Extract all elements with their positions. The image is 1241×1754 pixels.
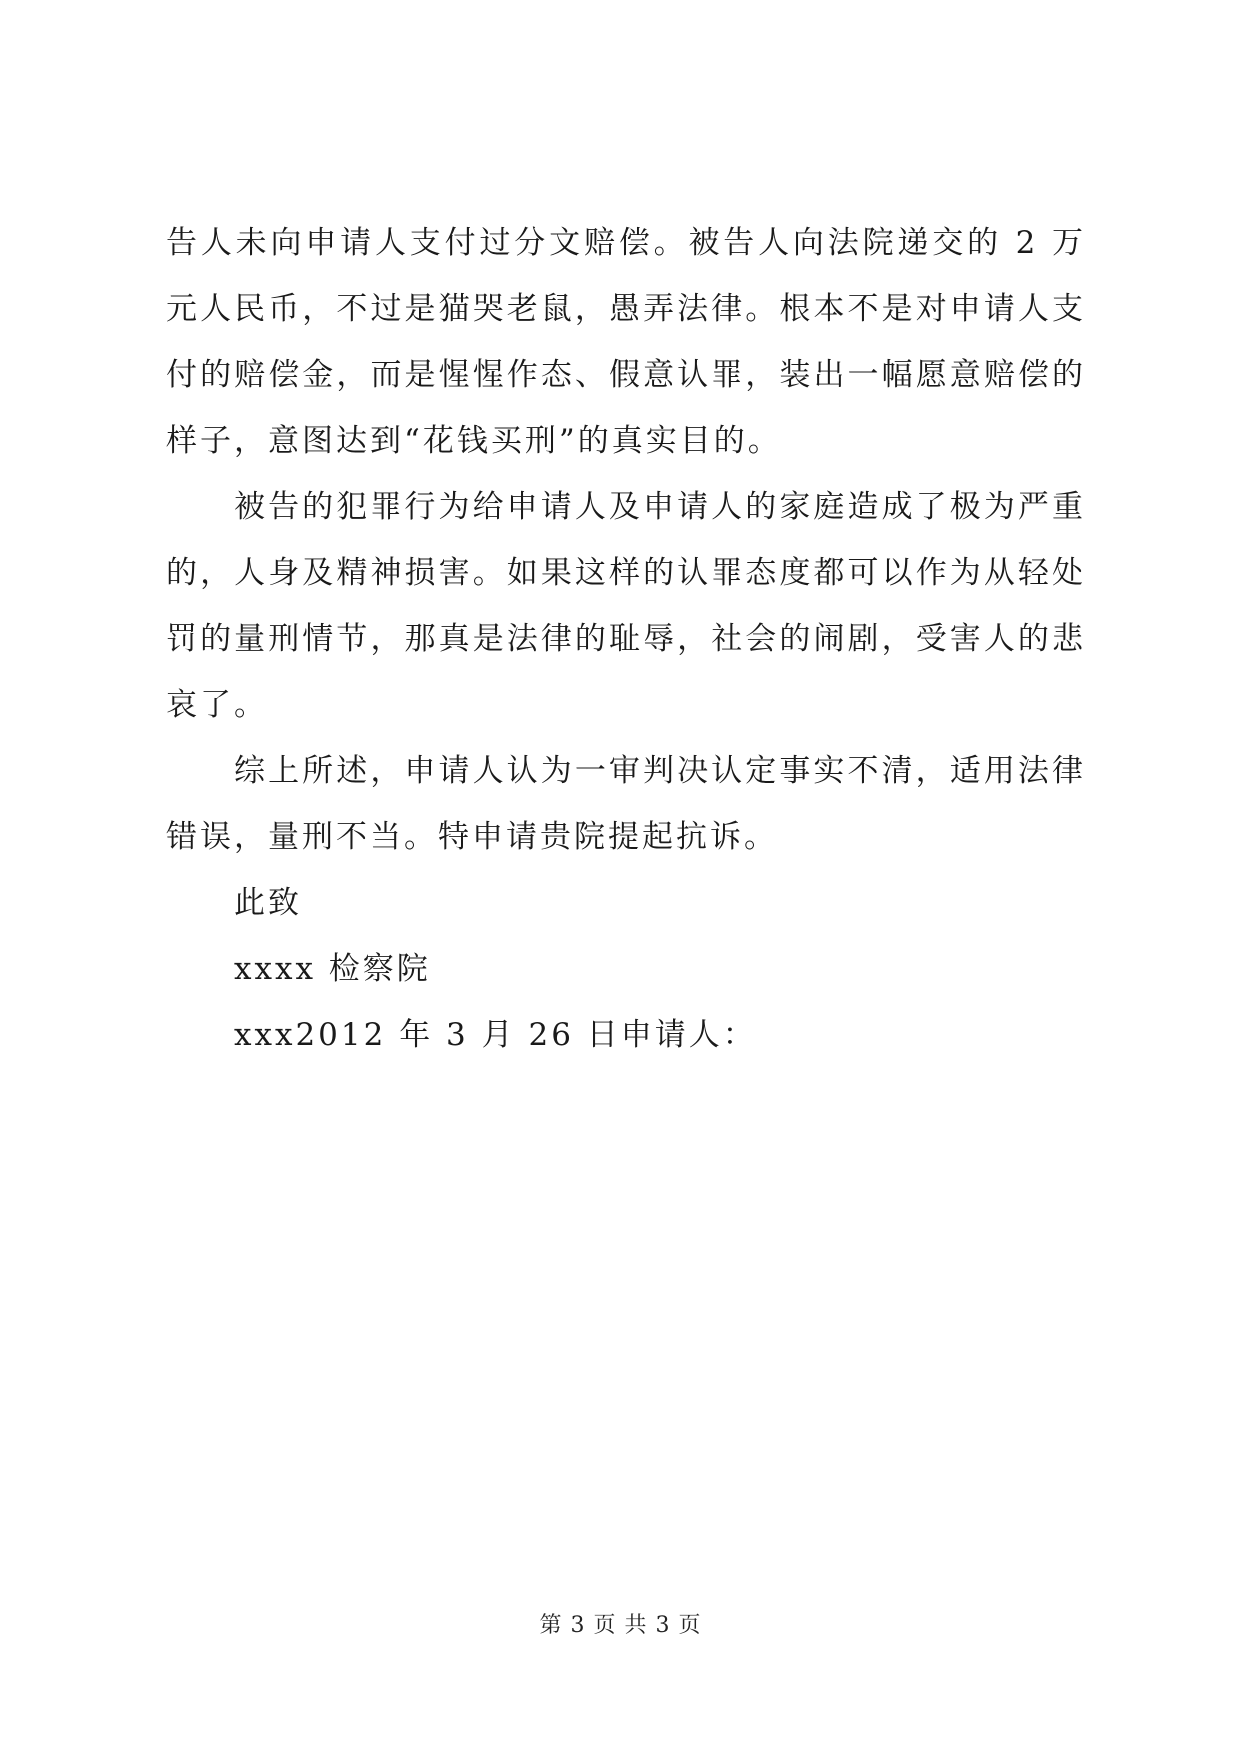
paragraph-continuation: 告人未向申请人支付过分文赔偿。被告人向法院递交的 2 万元人民币，不过是猫哭老鼠，愚弄法律。根本不是对申请人支付的赔偿金，而是惺惺作态、假意认罪，装出一幅愿意赔偿的样子，意图达到“花钱买刑”的真实目的。 [166, 225, 1086, 459]
document-body [166, 210, 1086, 1068]
paragraph-harm-statement: 被告的犯罪行为给申请人及申请人的家庭造成了极为严重的，人身及精神损害。如果这样的认罪态度都可以作为从轻处罚的量刑情节，那真是法律的耻辱，社会的闹剧，受害人的悲哀了。 [166, 489, 1086, 723]
closing-salutation: 此致 [234, 885, 302, 921]
page-footer: 第 3 页 共 3 页 [539, 1613, 702, 1638]
closing-recipient: xxxx 检察院 [234, 951, 431, 987]
closing-signature-date: xxx2012 年 3 月 26 日申请人： [234, 1017, 757, 1053]
paragraph-conclusion: 综上所述，申请人认为一审判决认定事实不清，适用法律错误，量刑不当。特申请贵院提起抗诉。 [166, 753, 1086, 855]
